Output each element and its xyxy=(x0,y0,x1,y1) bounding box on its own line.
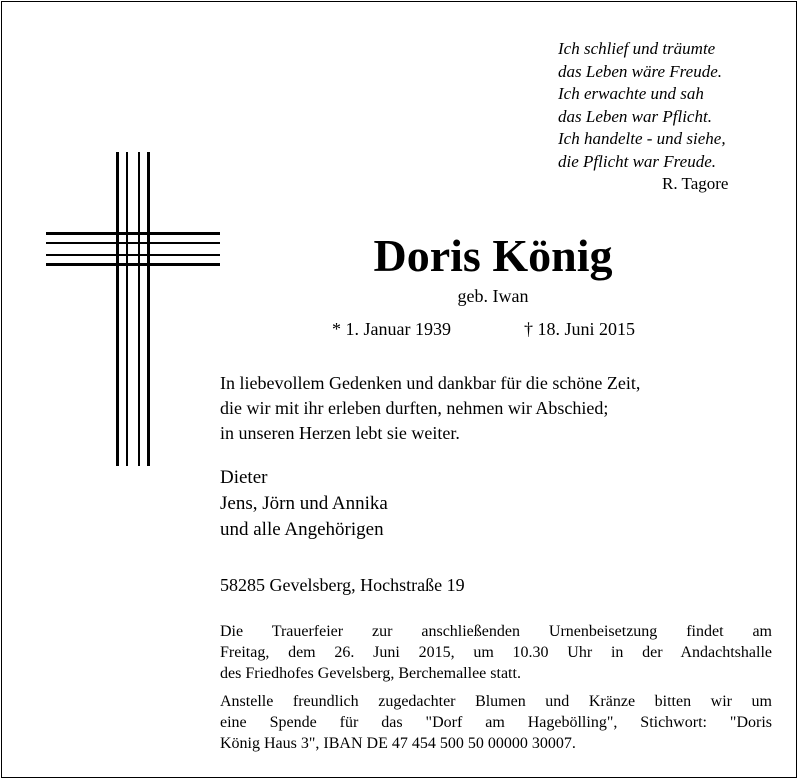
poem-line: Ich schlief und träumte xyxy=(558,39,716,58)
poem-line: das Leben wäre Freude. xyxy=(558,61,722,81)
donation-notice-line: eine Spende für das "Dorf am Hagebölling", Stichwort: "Doris xyxy=(220,714,772,731)
mourners-list xyxy=(220,465,388,543)
poem-line: die Pflicht war Freude. xyxy=(558,151,717,171)
mourner: und alle Angehörigen xyxy=(220,519,384,540)
obituary-frame xyxy=(1,1,797,778)
donation-notice-line: König Haus 3", IBAN DE 47 454 500 50 00000 30007. xyxy=(220,735,576,752)
donation-notice-line: Anstelle freundlich zugedachter Blumen und Kränze bitten wir um xyxy=(220,693,772,710)
remembrance-text xyxy=(220,371,640,446)
funeral-notice-line: des Friedhofes Gevelsberg, Berchemallee statt. xyxy=(220,665,521,682)
birth-date: * 1. Januar 1939 xyxy=(332,319,451,339)
family-address: 58285 Gevelsberg, Hochstraße 19 xyxy=(220,575,465,595)
poem-line: Ich erwachte und sah xyxy=(558,84,704,103)
death-date: † 18. Juni 2015 xyxy=(524,319,636,339)
poem-line: das Leben war Pflicht. xyxy=(558,106,712,126)
mourner: Dieter xyxy=(220,467,268,488)
remembrance-line: die wir mit ihr erleben durften, nehmen wir Abschied; xyxy=(220,398,609,418)
funeral-notice-line: Die Trauerfeier zur anschließenden Urnenbeisetzung findet am xyxy=(220,623,772,640)
poem-quote xyxy=(558,38,788,196)
funeral-notice-line: Freitag, dem 26. Juni 2015, um 10.30 Uhr in der Andachtshalle xyxy=(220,644,772,661)
maiden-name: geb. Iwan xyxy=(457,286,529,306)
poem-author: R. Tagore xyxy=(662,174,729,193)
donation-notice xyxy=(220,691,772,754)
deceased-name: Doris König xyxy=(373,230,613,281)
latin-cross-icon xyxy=(46,152,220,466)
mourner: Jens, Jörn und Annika xyxy=(220,493,388,514)
funeral-notice xyxy=(220,621,772,684)
remembrance-line: in unseren Herzen lebt sie weiter. xyxy=(220,423,460,443)
poem-line: Ich handelte - und siehe, xyxy=(558,129,726,148)
remembrance-line: In liebevollem Gedenken und dankbar für die schöne Zeit, xyxy=(220,373,641,393)
